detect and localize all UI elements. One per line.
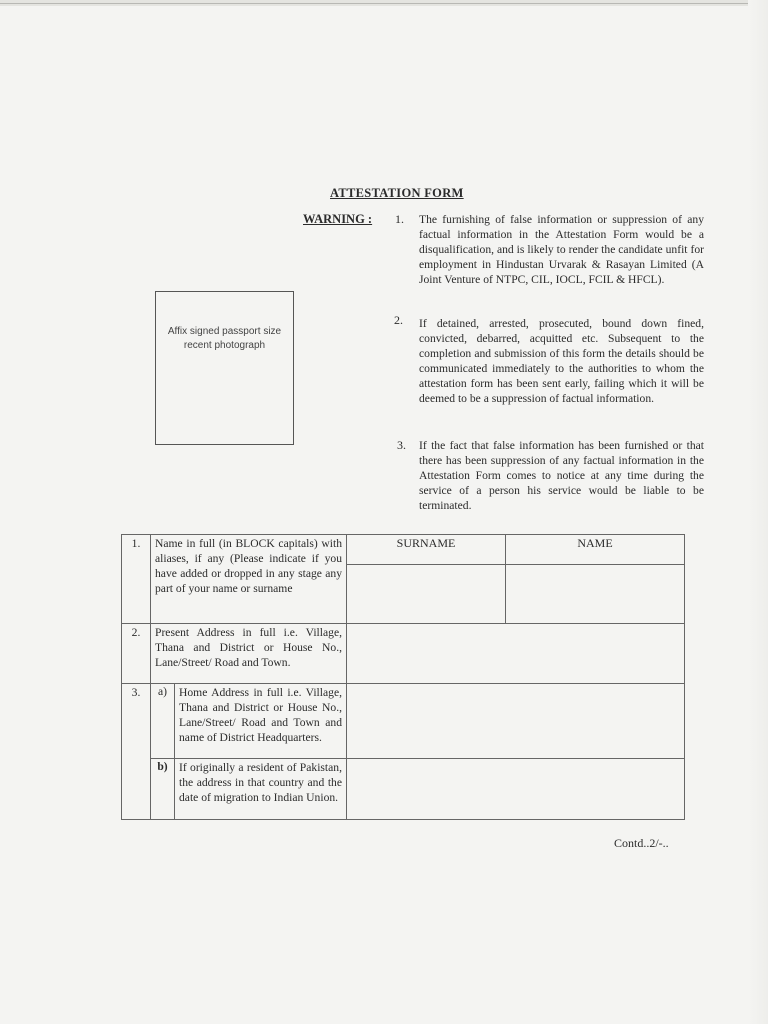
table-row-3b <box>122 759 685 820</box>
warning-item-1-number: 1. <box>395 212 404 226</box>
row-3b-label: b) <box>151 759 175 820</box>
table-row-3a <box>122 684 685 759</box>
row-2-number: 2. <box>122 624 151 684</box>
page-right-edge <box>748 0 768 1024</box>
row-3a-label: a) <box>151 684 175 759</box>
continued-marker: Contd..2/-.. <box>614 836 669 850</box>
pakistan-address-field[interactable] <box>347 759 685 820</box>
page-top-edge <box>0 0 768 6</box>
warning-item-3-number: 3. <box>397 438 406 452</box>
photo-box <box>155 291 294 445</box>
warning-item-2-text: If detained, arrested, prosecuted, bound down fined, convicted, debarred, acquitted etc. Subsequent to the completion and submission of this form the details should be communicated immediately to the authorities to whom the attestation form has been sent early, failing which it will be deemed to be a suppression of factual information. <box>419 317 704 405</box>
table-row-1 <box>122 535 685 565</box>
row-1-description: Name in full (in BLOCK capitals) with aliases, if any (Please indicate if you have added or dropped in any stage any part of your name or surname <box>151 535 347 624</box>
row-3-number: 3. <box>122 684 151 820</box>
surname-column-header: SURNAME <box>347 535 506 565</box>
row-1-number: 1. <box>122 535 151 624</box>
warning-item-3-text: If the fact that false information has been furnished or that there has been suppression of any factual information in the Attestation Form comes to notice at any time during the service of a person his service would be liable to be terminated. <box>419 439 704 512</box>
present-address-field[interactable] <box>347 624 685 684</box>
name-field[interactable] <box>506 565 685 624</box>
photo-box-label: Affix signed passport size recent photograph <box>167 326 282 351</box>
name-column-header: NAME <box>506 535 685 565</box>
warning-item-2-number: 2. <box>394 313 403 327</box>
row-3b-description: If originally a resident of Pakistan, the address in that country and the date of migration to Indian Union. <box>175 759 347 820</box>
surname-field[interactable] <box>347 565 506 624</box>
warning-item-1-text: The furnishing of false information or suppression of any factual information in the Attestation Form would be a disqualification, and is likely to render the candidate unfit for employment in Hindustan Urvarak & Rasayan Limited (A Joint Venture of NTPC, CIL, IOCL, FCIL & HFCL). <box>419 213 704 286</box>
attestation-table <box>121 534 685 820</box>
home-address-field[interactable] <box>347 684 685 759</box>
row-3a-description: Home Address in full i.e. Village, Thana and District or House No., Lane/Street/ Road and Town and name of District Headquarters. <box>175 684 347 759</box>
row-2-description: Present Address in full i.e. Village, Thana and District or House No., Lane/Street/ Road and Town. <box>151 624 347 684</box>
warning-label: WARNING : <box>303 212 373 226</box>
table-row-2 <box>122 624 685 684</box>
form-title: ATTESTATION FORM <box>330 186 464 200</box>
